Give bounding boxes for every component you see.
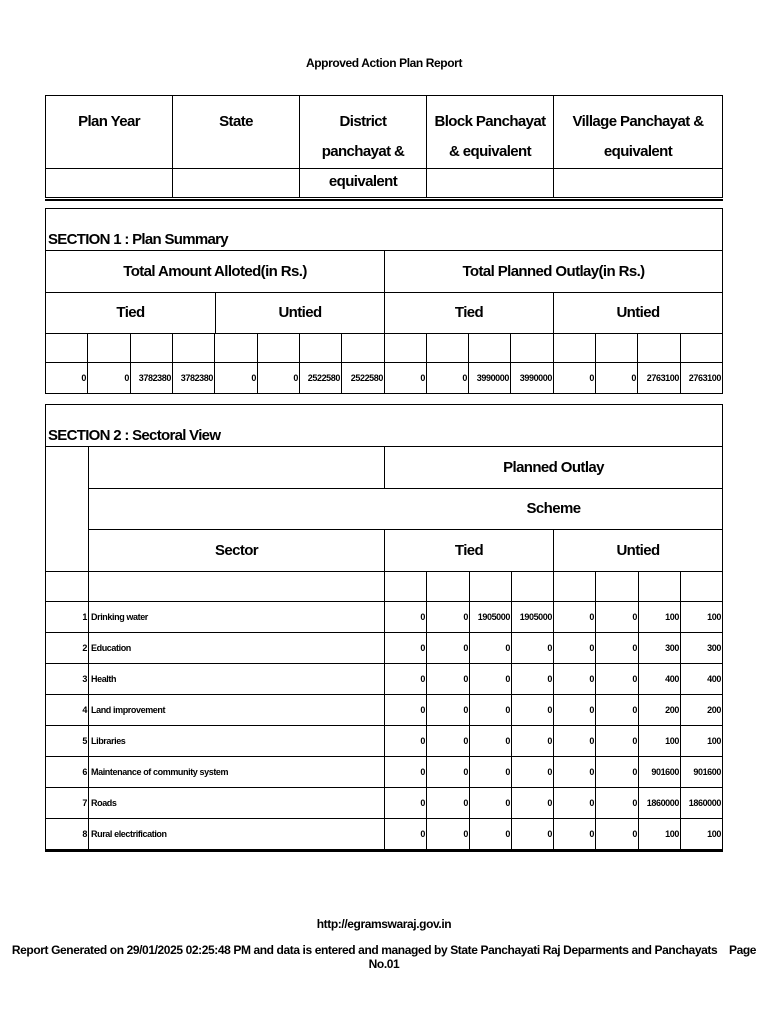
section1-subheader-cell	[87, 333, 131, 363]
header-block: Block Panchayat & equivalent	[426, 95, 554, 169]
sector-row-value: 0	[553, 663, 596, 695]
report-title: Approved Action Plan Report	[305, 56, 463, 70]
section1-subheader-cell	[426, 333, 469, 363]
sector-row-value: 0	[469, 756, 512, 788]
sector-row-value: 0	[426, 663, 470, 695]
sector-row-value: 0	[469, 818, 512, 850]
sector-row-value: 0	[595, 756, 639, 788]
double-rule	[45, 199, 723, 201]
planned-outlay-header: Planned Outlay	[384, 446, 723, 489]
sector-row-value: 0	[426, 787, 470, 819]
sector-row-value: 0	[384, 756, 427, 788]
section1-value: 0	[553, 362, 596, 394]
section2-subheader-cell	[45, 571, 89, 602]
header-district: District panchayat & equivalent	[299, 95, 427, 169]
sector-row-value: 0	[426, 725, 470, 757]
sector-row-value: 0	[384, 601, 427, 633]
sector-row-value: 300	[638, 632, 681, 664]
sector-row-value: 0	[426, 818, 470, 850]
sector-row-value: 0	[595, 694, 639, 726]
sector-row-name: Rural electrification	[88, 818, 385, 850]
section2-blank-header	[88, 446, 385, 489]
header-value-cell	[172, 168, 300, 198]
section1-subheader-cell	[130, 333, 173, 363]
sector-row-value: 1860000	[638, 787, 681, 819]
sector-row-value: 0	[511, 694, 554, 726]
sector-row-name: Maintenance of community system	[88, 756, 385, 788]
section1-subheader-cell	[341, 333, 385, 363]
sector-row-value: 0	[595, 725, 639, 757]
sector-row-number: 8	[45, 818, 89, 850]
sector-row-value: 0	[384, 663, 427, 695]
section1-value: 2522580	[341, 362, 385, 394]
sector-row-value: 0	[384, 787, 427, 819]
section1-subheader-cell	[510, 333, 554, 363]
sector-row-value: 0	[511, 725, 554, 757]
sector-row-value: 0	[384, 725, 427, 757]
sector-row-value: 0	[553, 756, 596, 788]
section1-value: 0	[595, 362, 638, 394]
section1-subheader-cell	[595, 333, 638, 363]
section1-tied-header: Tied	[45, 292, 216, 334]
sector-row-value: 0	[553, 632, 596, 664]
sector-row-value: 0	[511, 818, 554, 850]
sector-row-value: 1905000	[469, 601, 512, 633]
section1-untied-header: Untied	[553, 292, 723, 334]
section1-title: SECTION 1 : Plan Summary	[45, 208, 723, 251]
sector-row-value: 0	[426, 601, 470, 633]
sector-row-value: 0	[595, 632, 639, 664]
sector-row-value: 0	[384, 632, 427, 664]
section2-subheader-cell	[638, 571, 681, 602]
section1-value: 0	[45, 362, 88, 394]
section1-subheader-cell	[553, 333, 596, 363]
sector-row-value: 100	[680, 601, 723, 633]
sector-row-number: 4	[45, 694, 89, 726]
section1-value: 3990000	[510, 362, 554, 394]
section2-subheader-cell	[426, 571, 470, 602]
sector-row-value: 0	[469, 694, 512, 726]
section1-value: 0	[257, 362, 300, 394]
sector-row-value: 0	[595, 601, 639, 633]
section1-subheader-cell	[45, 333, 88, 363]
sector-row-value: 901600	[680, 756, 723, 788]
total-alloted-header: Total Amount Alloted(in Rs.)	[45, 250, 385, 293]
section1-value: 0	[214, 362, 258, 394]
section2-subheader-cell	[88, 571, 385, 602]
sector-row-value: 0	[426, 632, 470, 664]
sector-row-value: 0	[426, 694, 470, 726]
header-value-cell	[553, 168, 723, 198]
section1-value: 3782380	[130, 362, 173, 394]
sector-row-name: Drinking water	[88, 601, 385, 633]
sector-row-value: 0	[553, 787, 596, 819]
section1-value: 2763100	[680, 362, 723, 394]
sector-row-value: 0	[595, 818, 639, 850]
section1-subheader-cell	[172, 333, 215, 363]
section2-subheader-cell	[595, 571, 639, 602]
section1-untied-header: Untied	[215, 292, 385, 334]
header-value-cell	[299, 168, 427, 198]
section1-value: 3990000	[468, 362, 511, 394]
sector-row-value: 100	[680, 818, 723, 850]
section1-value: 3782380	[172, 362, 215, 394]
footer-page-number: Page No.01	[368, 943, 757, 971]
sector-row-value: 400	[638, 663, 681, 695]
sector-row-value: 0	[469, 632, 512, 664]
section2-subheader-cell	[469, 571, 512, 602]
section2-subheader-cell	[384, 571, 427, 602]
sector-row-number: 1	[45, 601, 89, 633]
section2-subheader-cell	[553, 571, 596, 602]
sector-row-name: Roads	[88, 787, 385, 819]
sector-row-number: 5	[45, 725, 89, 757]
section1-value: 2763100	[637, 362, 681, 394]
footer-url[interactable]: http://egramswaraj.gov.in	[316, 917, 452, 931]
header-plan-year: Plan Year	[45, 95, 173, 169]
sector-row-value: 0	[384, 818, 427, 850]
sector-row-value: 0	[511, 632, 554, 664]
sector-row-name: Health	[88, 663, 385, 695]
scheme-header: Scheme	[88, 488, 723, 530]
sector-row-value: 1860000	[680, 787, 723, 819]
section1-value: 0	[384, 362, 427, 394]
section1-subheader-cell	[214, 333, 258, 363]
section2-sl-header	[45, 446, 89, 572]
header-village: Village Panchayat & equivalent	[553, 95, 723, 169]
sector-row-value: 0	[511, 756, 554, 788]
sector-row-value: 0	[595, 663, 639, 695]
header-state: State	[172, 95, 300, 169]
sector-row-value: 0	[595, 787, 639, 819]
section1-subheader-cell	[637, 333, 681, 363]
sector-row-value: 0	[426, 756, 470, 788]
section1-value: 0	[426, 362, 469, 394]
sector-row-value: 0	[469, 787, 512, 819]
sector-row-value: 0	[553, 725, 596, 757]
section2-subheader-cell	[511, 571, 554, 602]
sector-row-value: 300	[680, 632, 723, 664]
total-planned-header: Total Planned Outlay(in Rs.)	[384, 250, 723, 293]
section1-value: 0	[87, 362, 131, 394]
sector-row-value: 901600	[638, 756, 681, 788]
sector-row-value: 400	[680, 663, 723, 695]
section2-title: SECTION 2 : Sectoral View	[45, 404, 723, 447]
sector-header: Sector	[88, 529, 385, 572]
section1-subheader-cell	[257, 333, 300, 363]
sector-row-value: 0	[511, 787, 554, 819]
section1-tied-header: Tied	[384, 292, 554, 334]
sector-row-value: 100	[638, 818, 681, 850]
sector-row-number: 2	[45, 632, 89, 664]
sector-row-name: Education	[88, 632, 385, 664]
sector-row-value: 0	[553, 601, 596, 633]
sector-row-value: 1905000	[511, 601, 554, 633]
sector-row-value: 200	[638, 694, 681, 726]
sector-row-value: 100	[638, 725, 681, 757]
sector-row-number: 3	[45, 663, 89, 695]
section2-untied-header: Untied	[553, 529, 723, 572]
sector-row-number: 6	[45, 756, 89, 788]
footer-generated-text: Report Generated on 29/01/2025 02:25:48 PM and data is entered and managed by State Panchayati Raj Deparments and Panchayats	[11, 943, 718, 957]
footer-generated-line	[0, 943, 768, 971]
sector-row-value: 0	[553, 818, 596, 850]
sector-row-value: 100	[680, 725, 723, 757]
sector-row-value: 100	[638, 601, 681, 633]
header-value-cell	[45, 168, 173, 198]
table-bottom-rule	[45, 850, 723, 852]
sector-row-value: 0	[469, 725, 512, 757]
sector-row-value: 200	[680, 694, 723, 726]
section1-subheader-cell	[299, 333, 342, 363]
header-value-cell	[426, 168, 554, 198]
sector-row-value: 0	[511, 663, 554, 695]
section1-subheader-cell	[384, 333, 427, 363]
section2-tied-header: Tied	[384, 529, 554, 572]
section1-subheader-cell	[680, 333, 723, 363]
sector-row-value: 0	[384, 694, 427, 726]
sector-row-name: Libraries	[88, 725, 385, 757]
sector-row-name: Land improvement	[88, 694, 385, 726]
section1-value: 2522580	[299, 362, 342, 394]
sector-row-number: 7	[45, 787, 89, 819]
sector-row-value: 0	[553, 694, 596, 726]
sector-row-value: 0	[469, 663, 512, 695]
section1-subheader-cell	[468, 333, 511, 363]
section2-subheader-cell	[680, 571, 723, 602]
